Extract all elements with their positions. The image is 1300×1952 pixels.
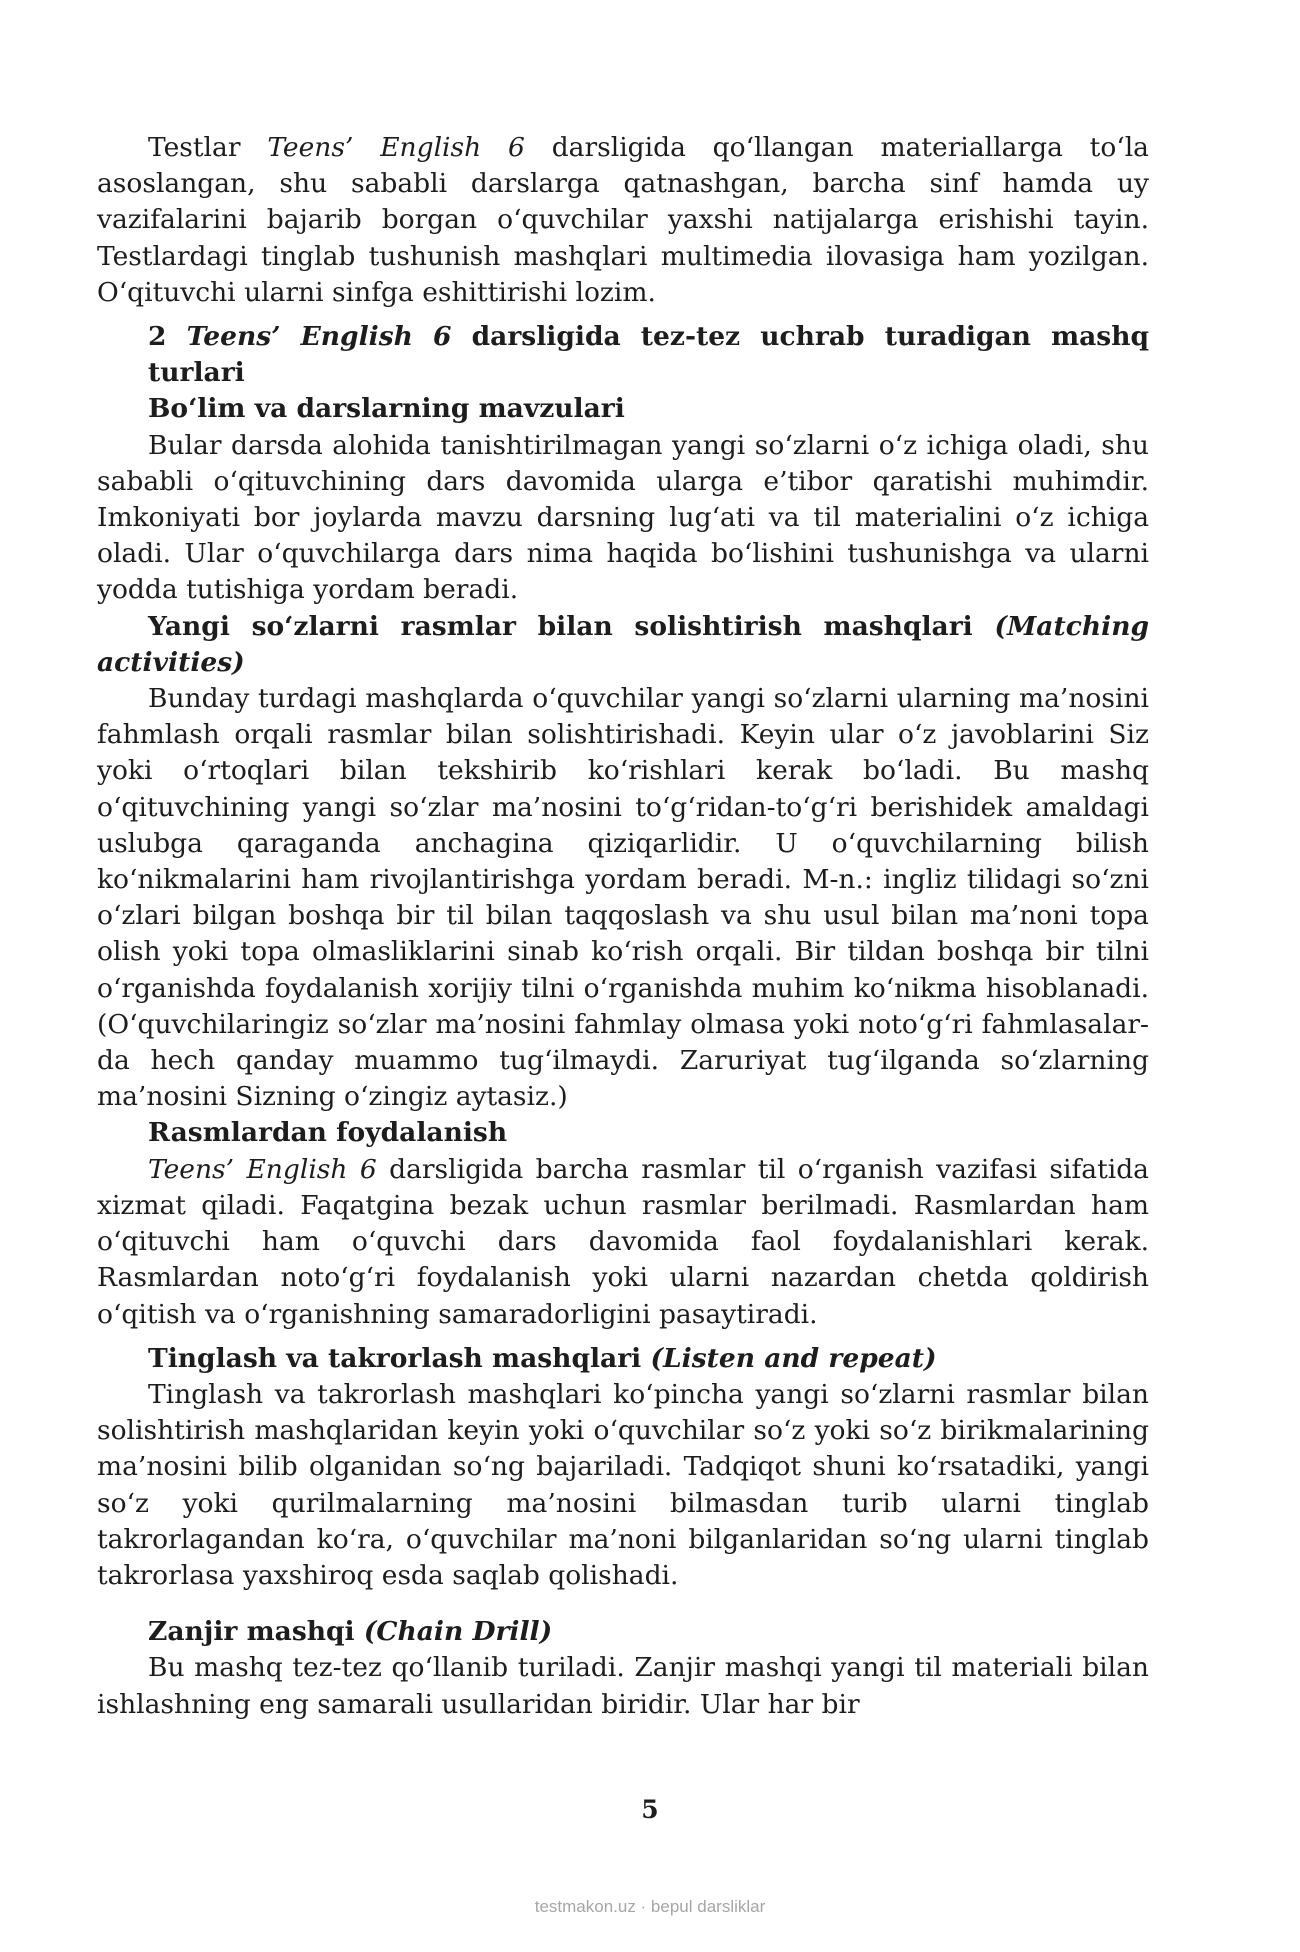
paragraph-topics: Bular darsda alohida tanishtirilmagan yangi so‘zlarni o‘z ichiga oladi, shu sababli o‘qituvchining dars davomida ularga e’tibor qaratishi muhimdir. Imkoniyati bor joylarda mavzu darsning lug‘ati va til materialini o‘z ichiga oladi. Ular o‘quvchilarga dars nima haqida bo‘lishini tushunishga va ularni yodda tutishiga yordam beradi. [97, 429, 1149, 606]
heading-matching [97, 609, 1149, 681]
paragraph-matching: Bunday turdagi mashqlarda o‘quvchilar yangi so‘zlarni ularning ma’nosini fahmlash orqali rasmlar bilan solishtirishadi. Keyin ular o‘z javoblarini Siz yoki o‘rtoqlari bilan tekshirib ko‘rishlari kerak bo‘ladi. Bu mashq o‘qituvchining yangi so‘zlar ma’nosini to‘g‘ridan-to‘g‘ri berishidek amaldagi uslubga qaraganda anchagina qiziqarlidir. U o‘quvchilarning bilish ko‘nikmalarini ham rivojlantirishga yordam beradi. M-n.: ingliz tilidagi so‘zni o‘zlari bilgan boshqa bir til bilan taqqoslash va shu usul bilan ma’noni topa olish yoki topa olmasliklarini sinab ko‘rish orqali. Bir tildan boshqa bir tilni o‘rganishda foydalanish xorijiy tilni o‘rganishda muhim ko‘nikma hisoblanadi. (O‘quvchilaringiz so‘zlar ma’nosini fahmlay olmasa yoki noto‘g‘ri fahmlasalar-da hech qanday muammo tug‘ilmaydi. Zaruriyat tug‘ilganda so‘zlarning ma’nosini Sizning o‘zingiz aytasiz.) [97, 683, 1149, 1113]
section-number: 2 [148, 321, 167, 353]
heading-text: Yangi so‘zlarni rasmlar bilan solishtirish mashqlari [148, 610, 973, 642]
book-title-italic: Teens’ English 6 [186, 321, 452, 353]
watermark: testmakon.uz · bepul darsliklar [534, 1897, 766, 1916]
book-title-italic: Teens’ English 6 [148, 1153, 377, 1185]
page-number: 5 [641, 1795, 659, 1824]
heading-italic: (Matching activities) [97, 610, 1149, 678]
text-segment: darsligida barcha rasmlar til o‘rganish vazifasi sifatida xizmat qiladi. Faqatgina bezak uchun rasmlar berilmadi. Rasmlardan ham o‘qituvchi ham o‘quvchi dars davomida faol foydalanishlari kerak. Rasmlardan noto‘g‘ri foydalanish yoki ularni nazardan chetda qoldirish o‘qitish va o‘rganishning samaradorligini pasaytiradi. [97, 1153, 1149, 1330]
subsection-heading: Bo‘lim va darslarning mavzulari [148, 393, 625, 425]
text-segment: Testlar [148, 132, 241, 163]
book-title-italic: Teens’ English 6 [267, 132, 525, 163]
heading-chain [97, 1614, 1149, 1650]
page-body [97, 130, 1149, 1723]
paragraph-listen: Tinglash va takrorlash mashqlari ko‘pincha yangi so‘zlarni rasmlar bilan solishtirish mashqlaridan keyin yoki o‘quvchilar so‘z yoki so‘z birikmalarining ma’nosini bilib olganidan so‘ng bajariladi. Tadqiqot shuni ko‘rsatadiki, yangi so‘z yoki qurilmalarning ma’nosini bilmasdan turib ularni tinglab takrorlagandan ko‘ra, o‘quvchilar ma’noni bilganlaridan so‘ng ularni tinglab takrorlasa yaxshiroq esda saqlab qolishadi. [97, 1378, 1149, 1591]
heading-italic: (Listen and repeat) [650, 1342, 937, 1374]
heading-text: Tinglash va takrorlash mashqlari [148, 1342, 642, 1374]
heading-pictures: Rasmlardan foydalanish [148, 1117, 508, 1149]
heading-italic: (Chain Drill) [363, 1616, 553, 1648]
paragraph-tests [97, 130, 1149, 311]
paragraph-chain: Bu mashq tez-tez qo‘llanib turiladi. Zanjir mashqi yangi til materiali bilan ishlashning eng samarali usullaridan biridir. Ular har bir [97, 1652, 1149, 1720]
section-2-heading [97, 319, 1149, 428]
text-segment: darsligida qo‘llangan materiallarga to‘la asoslangan, shu sababli darslarga qatnashgan, barcha sinf hamda uy vazifalarini bajarib borgan o‘quvchilar yaxshi natijalarga erishishi tayin. Testlardagi tinglab tushunish mashqlari multimedia ilovasiga ham yozilgan. O‘qituvchi ularni sinfga eshittirishi lozim. [97, 132, 1149, 308]
section-heading [97, 319, 1149, 391]
heading-text: Zanjir mashqi [148, 1616, 355, 1648]
section-title: darsligida tez-tez uchrab turadigan mashq turlari [148, 321, 1149, 389]
paragraph-pictures [97, 1152, 1149, 1333]
heading-listen [97, 1341, 1149, 1377]
